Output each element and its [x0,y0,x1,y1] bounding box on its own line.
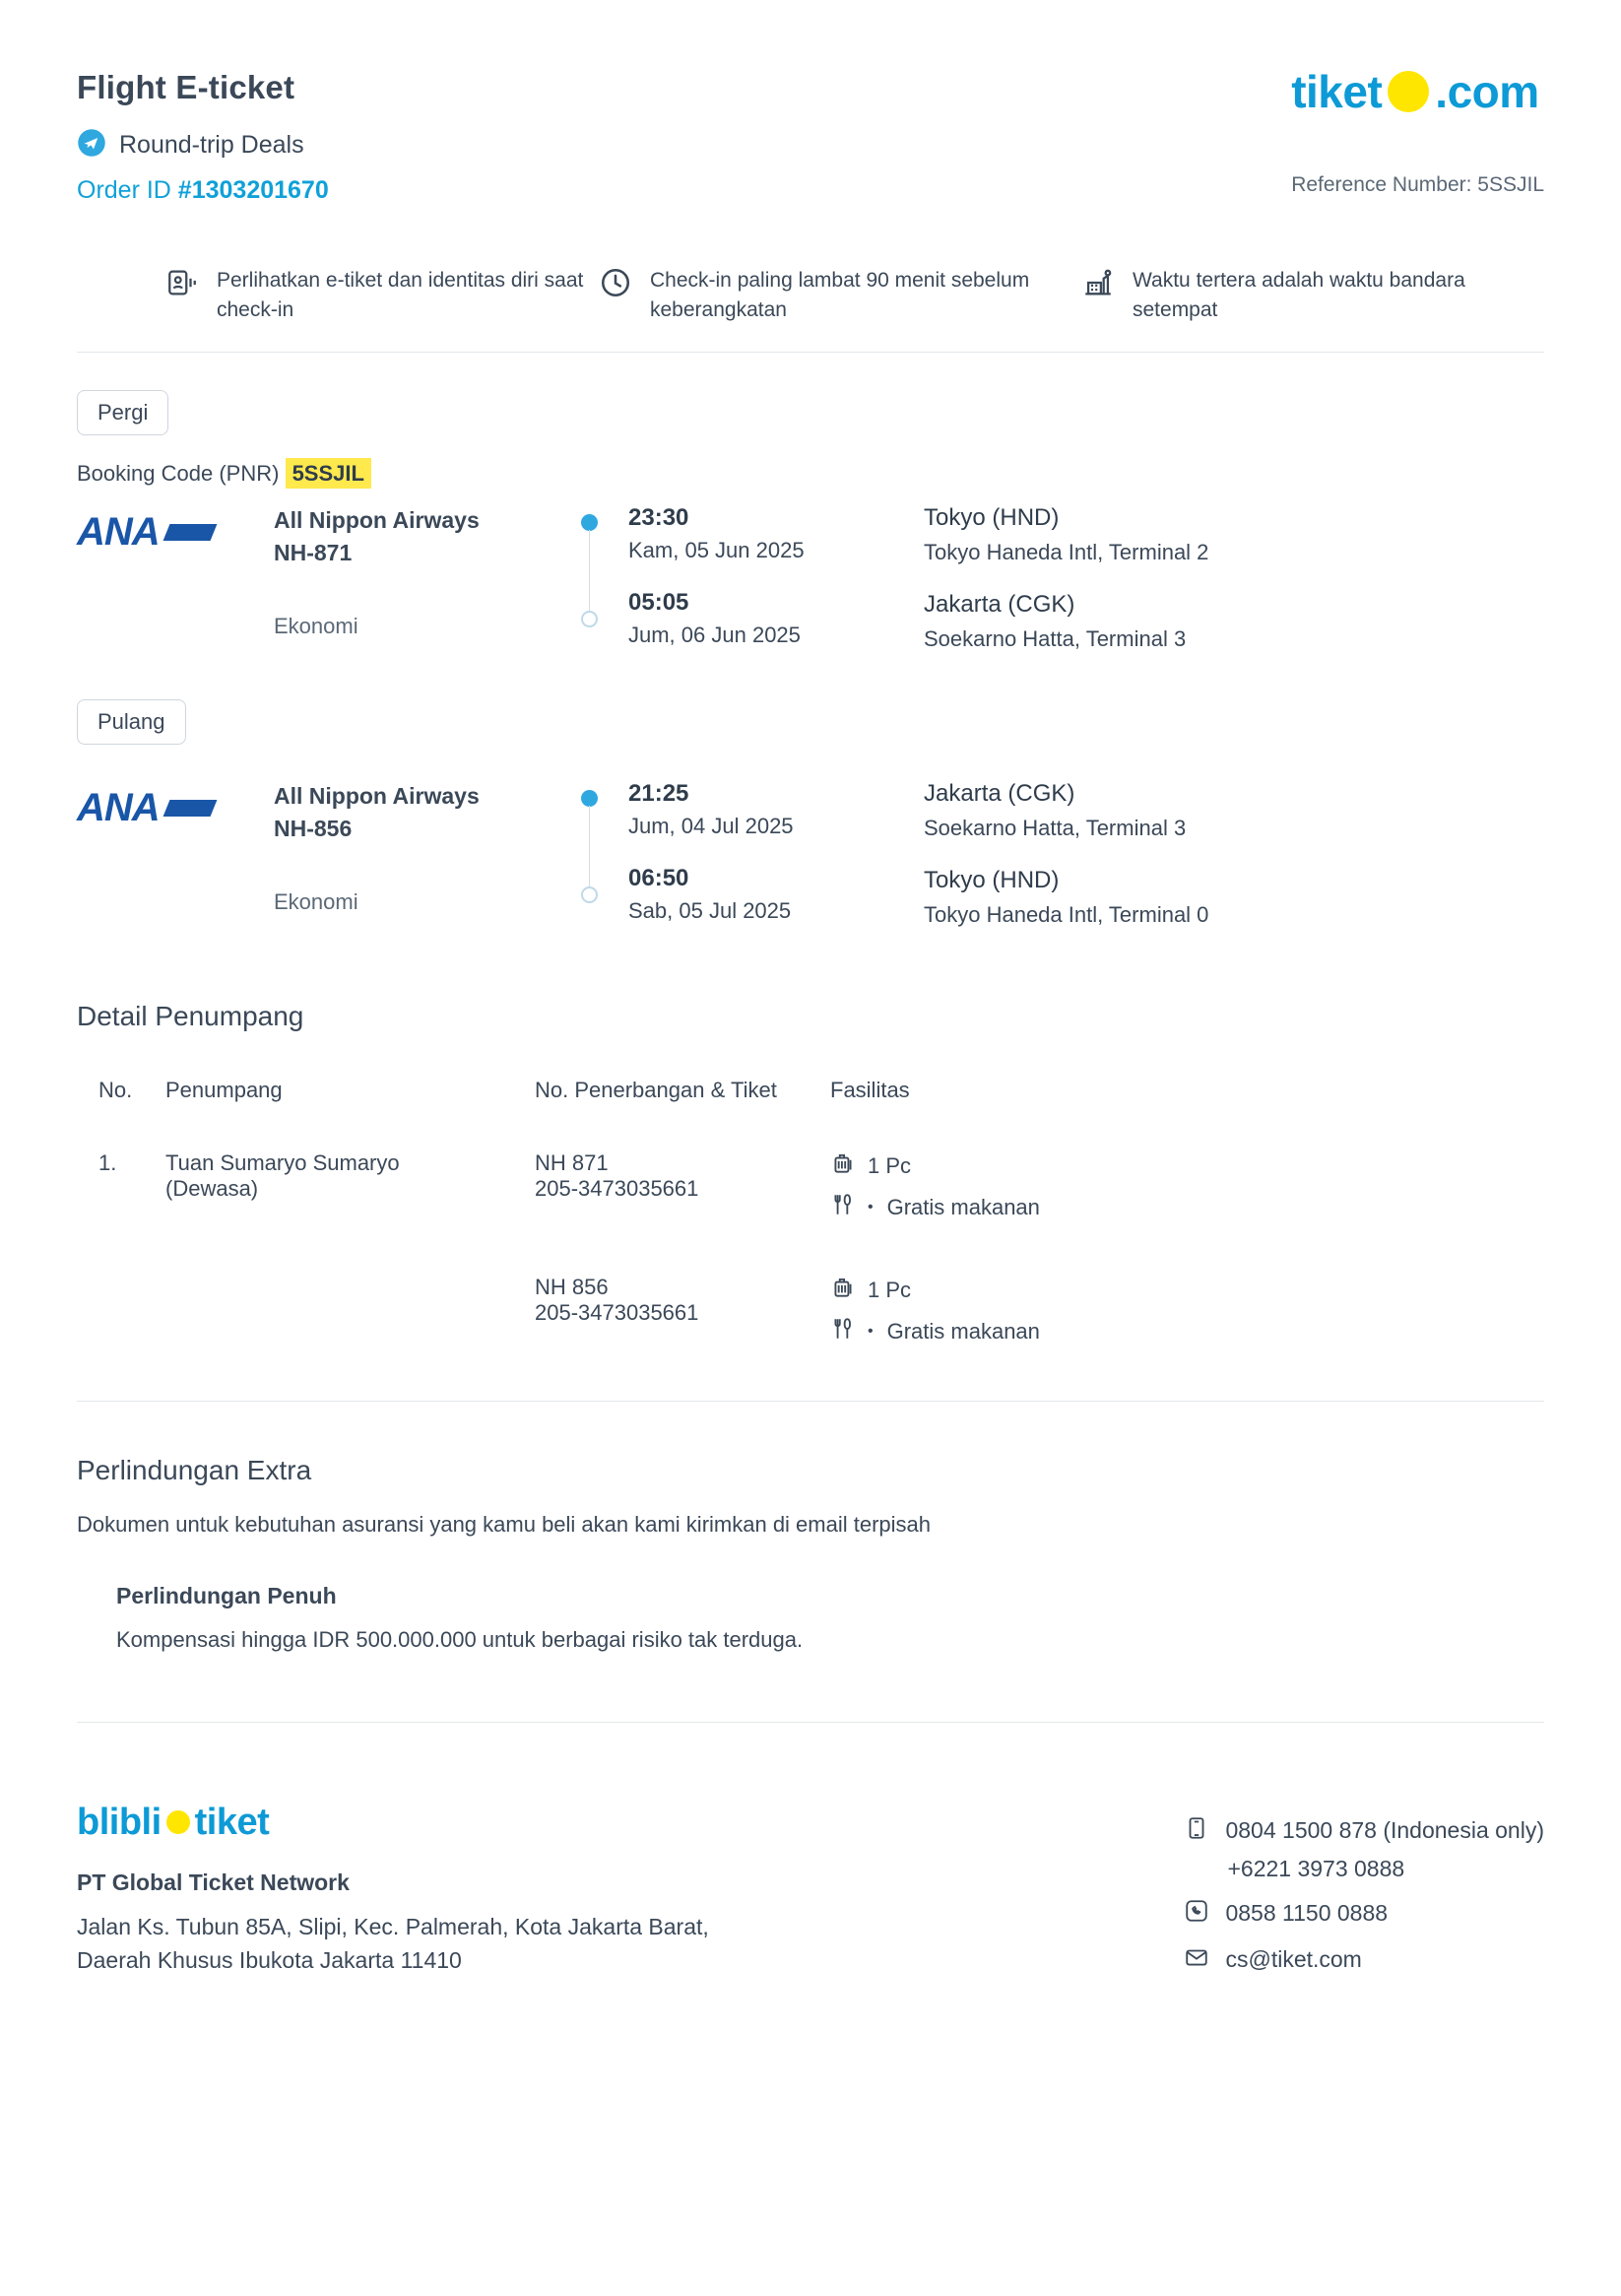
col-no: No. [98,1077,133,1102]
facility-text: Gratis makanan [886,1194,1040,1219]
ana-logo-text: ANA [77,785,160,829]
tiket-logo-suffix: .com [1435,66,1539,117]
notice-text: Perlihatkan e-tiket dan identitas diri saat check-in [217,269,584,322]
row-passenger [165,1125,535,1237]
depart-city: Tokyo (HND) [924,503,1060,531]
passenger-table [77,1062,1544,1361]
timeline-depart-dot [581,514,598,531]
places [924,504,1544,652]
baggage-icon [830,1150,856,1182]
trip-type-label: Round-trip Deals [119,131,304,159]
depart-terminal: Tokyo Haneda Intl, Terminal 2 [924,539,1209,564]
address-line-1: Jalan Ks. Tubun 85A, Slipi, Kec. Palmerah, Kota Jakarta Barat, [77,1913,709,1939]
company-name: PT Global Ticket Network [77,1869,350,1895]
flight-row [77,504,1544,662]
segment-inbound [77,699,1544,938]
facility-baggage [830,1275,1544,1306]
times [628,504,924,648]
pnr-row [77,461,1544,487]
passenger-name: Tuan Sumaryo Sumaryo [165,1149,400,1175]
timeline-line [589,530,590,613]
meal-icon [830,1192,856,1223]
company-address [77,1910,709,1978]
facility-meal [830,1192,1544,1223]
contact-whatsapp [1184,1898,1544,1929]
table-row [77,1271,1544,1361]
contact-email [1184,1944,1544,1975]
notice-text: Waktu tertera adalah waktu bandara setempat [1133,269,1465,322]
ana-logo-bar [162,800,217,817]
row-facilities [830,1271,1544,1361]
col-facilities: Fasilitas [830,1077,910,1102]
row-flight [535,1125,830,1237]
ana-logo [77,504,274,555]
protection-item [77,1583,1544,1653]
arrive-city: Tokyo (HND) [924,866,1060,893]
segment-tag-pulang: Pulang [77,699,186,745]
facility-meal [830,1316,1544,1347]
airplane-icon [77,128,106,163]
phone-icon [1184,1815,1209,1846]
protection-description: Dokumen untuk kebutuhan asuransi yang kamu beli akan kami kirimkan di email terpisah [77,1511,932,1537]
arrive-date: Jum, 06 Jun 2025 [628,622,801,647]
protection-item-title: Perlindungan Penuh [116,1582,337,1608]
col-passenger: Penumpang [165,1077,283,1102]
notice-item [599,266,1081,326]
facility-text: Gratis makanan [886,1318,1040,1344]
depart-time: 23:30 [628,503,689,531]
segment-outbound [77,390,1544,662]
notice-item [165,266,599,326]
reference-number: Reference Number: 5SSJIL [1291,173,1544,196]
flight-code: NH 871 [535,1149,609,1175]
footer-contacts [1184,1802,1544,1991]
arrive-time: 06:50 [628,864,689,891]
tiket-logo [1291,59,1544,118]
timeline-depart-dot [581,790,598,807]
depart-date: Jum, 04 Jul 2025 [628,813,794,838]
ana-logo-bar [162,524,217,541]
timeline-arrive-dot [581,611,598,627]
facility-text: 1 Pc [868,1277,912,1302]
passenger-section-title: Detail Penumpang [77,1000,304,1031]
facility-baggage [830,1150,1544,1182]
timeline [559,504,628,662]
places [924,780,1544,928]
tiket-logo-dot [1388,71,1429,112]
table-row [77,1125,1544,1237]
ana-logo-text: ANA [77,509,160,554]
notice-item [1081,266,1495,326]
airline-info [274,504,559,639]
notice-text: Check-in paling lambat 90 menit sebelum keberangkatan [650,269,1030,322]
flight-number: NH-856 [274,815,353,841]
arrive-date: Sab, 05 Jul 2025 [628,897,792,923]
tiket-logo-text: tiket [1291,66,1383,117]
depart-city: Jakarta (CGK) [924,779,1075,807]
contact-phone-secondary: +6221 3973 0888 [1227,1855,1405,1881]
bullet-icon: • [868,1322,874,1340]
timeline-line [589,806,590,888]
divider [77,1722,1544,1723]
clock-icon [599,266,632,304]
depart-date: Kam, 05 Jun 2025 [628,537,805,562]
baggage-icon [830,1275,856,1306]
cabin-class: Ekonomi [274,614,358,639]
tiket-footer-logo-text: tiket [194,1801,270,1843]
airline-name: All Nippon Airways [274,506,480,533]
arrive-terminal: Soekarno Hatta, Terminal 3 [924,625,1187,651]
blibli-tiket-logo [77,1802,709,1844]
flight-row [77,780,1544,938]
meal-icon [830,1316,856,1347]
blibli-logo-text: blibli [77,1801,162,1843]
bullet-icon: • [868,1198,874,1215]
whatsapp-icon [1184,1898,1209,1929]
table-row-spacer [77,1237,1544,1271]
protection-item-body: Kompensasi hingga IDR 500.000.000 untuk berbagai risiko tak terduga. [116,1626,804,1652]
protection-section [77,1455,1544,1653]
pnr-label: Booking Code (PNR) [77,460,280,486]
flight-number: NH-871 [274,539,353,565]
ticket-number: 205-3473035661 [535,1299,699,1325]
header-right [1291,59,1544,197]
flight-code: NH 856 [535,1274,609,1299]
airline-info [274,780,559,915]
order-id-label: Order ID [77,176,178,204]
protection-title: Perlindungan Extra [77,1454,312,1485]
mail-icon [1184,1944,1209,1975]
page-header [77,59,1544,205]
contact-phone-text: 0804 1500 878 (Indonesia only) [1225,1816,1544,1843]
timeline [559,780,628,938]
order-id [77,176,329,205]
footer-left [77,1802,709,1978]
passenger-type: (Dewasa) [165,1175,259,1201]
depart-time: 21:25 [628,779,689,807]
id-card-icon [165,266,199,304]
contact-whatsapp-text: 0858 1150 0888 [1225,1899,1389,1926]
timeline-arrive-dot [581,886,598,903]
divider [77,352,1544,353]
cabin-class: Ekonomi [274,889,358,915]
depart-terminal: Soekarno Hatta, Terminal 3 [924,815,1187,840]
airport-icon [1081,266,1115,304]
notice-bar [77,266,1544,326]
page-title: Flight E-ticket [77,69,295,105]
arrive-terminal: Tokyo Haneda Intl, Terminal 0 [924,901,1209,927]
blibli-logo-dot [166,1810,190,1834]
address-line-2: Daerah Khusus Ibukota Jakarta 11410 [77,1947,462,1974]
ana-logo [77,780,274,830]
col-flight-ticket: No. Penerbangan & Tiket [535,1077,777,1102]
arrive-city: Jakarta (CGK) [924,590,1075,618]
facility-text: 1 Pc [868,1152,912,1178]
segment-tag-pergi: Pergi [77,390,168,435]
trip-type [77,128,329,163]
contact-phone [1184,1815,1544,1846]
ticket-number: 205-3473035661 [535,1175,699,1201]
table-header-row [77,1062,1544,1125]
arrive-time: 05:05 [628,588,689,616]
header-left [77,59,329,205]
contact-email-text: cs@tiket.com [1225,1945,1362,1972]
page-footer [77,1802,1544,1991]
row-no: 1. [98,1149,117,1175]
row-facilities [830,1125,1544,1237]
airline-name: All Nippon Airways [274,782,480,809]
order-id-value: #1303201670 [177,176,329,204]
row-flight [535,1271,830,1361]
times [628,780,924,924]
pnr-value: 5SSJIL [286,458,371,489]
divider [77,1401,1544,1402]
